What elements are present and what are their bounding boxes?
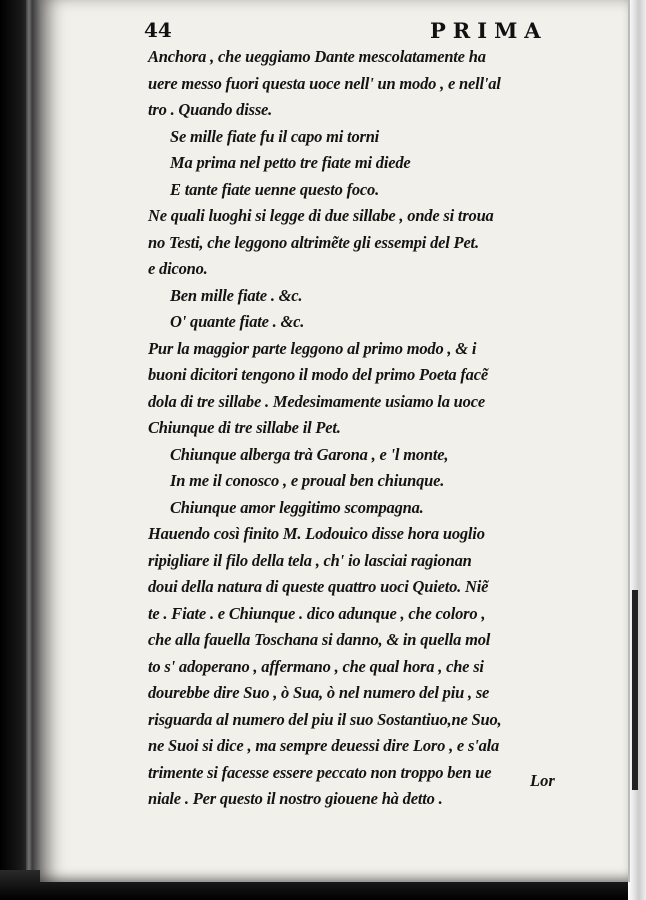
text-line: ripigliare il filo della tela , ch' io lasciai ragionan (148, 550, 472, 570)
text-line: doui della natura di queste quattro uoci Quieto. Niẽ (148, 577, 489, 596)
text-line: Chiunque di tre sillabe il Pet. (148, 418, 341, 437)
text-line: tro . Quando disse. (148, 100, 273, 119)
text-line: dola di tre sillabe . Medesimamente usiamo la uoce (148, 391, 485, 411)
text-line: Ne quali luoghi si legge di due sillabe , onde si troua (148, 206, 494, 225)
text-line: Anchora , che ueggiamo Dante mescolatamente ha (148, 47, 486, 66)
text-line: ne Suoi si dice , ma sempre deuessi dire Loro , e s'ala (148, 736, 500, 755)
book-binding (0, 0, 40, 900)
text-line: buoni dicitori tengono il modo del primo Poeta facẽ (148, 365, 488, 384)
text-line: no Testi, che leggono altrimẽte gli essempi del Pet. (148, 232, 479, 252)
running-head: PRIMA (430, 18, 548, 43)
text-line: to s' adoperano , affermano , che qual hora , che si (148, 656, 484, 676)
page-fore-edge (628, 0, 646, 900)
text-line: Pur la maggior parte leggono al primo modo , & i (148, 338, 477, 358)
fore-edge-strip (632, 590, 638, 790)
page-number: 44 (144, 18, 172, 42)
text-line: te . Fiate . e Chiunque . dico adunque , che coloro , (148, 603, 486, 623)
verse-line: In me il conosco , e proual ben chiunque. (170, 471, 445, 490)
text-line: che alla fauella Toschana si danno, & in quella mol (148, 630, 491, 649)
text-line: trimente si facesse essere peccato non troppo ben ue (148, 762, 492, 782)
verse-line: Chiunque alberga trà Garona , e 'l monte, (170, 444, 449, 464)
verse-line: Se mille fiate fu il capo mi torni (170, 126, 380, 146)
verse-line: Ma prima nel petto tre fiate mi diede (170, 153, 411, 172)
text-line: Hauendo così finito M. Lodouico disse hora uoglio (148, 524, 485, 543)
body-text (148, 44, 568, 813)
verse-line: E tante fiate uenne questo foco. (170, 179, 380, 199)
text-line: e dicono. (148, 259, 208, 278)
spine-edge (26, 0, 32, 900)
page-header (110, 6, 550, 43)
verse-line: Chiunque amor leggitimo scompagna. (170, 497, 424, 517)
verse-line: Ben mille fiate . &c. (170, 285, 303, 305)
text-line: dourebbe dire Suo , ò Sua, ò nel numero del piu , se (148, 683, 490, 702)
text-line: risguarda al numero del piu il suo Sostantiuo,ne Suo, (148, 709, 502, 729)
text-line: niale . Per questo il nostro giouene hà detto . (148, 789, 443, 808)
catchword: Lor (530, 771, 555, 790)
verse-line: O' quante fiate . &c. (170, 312, 305, 331)
text-line: uere messo fuori questa uoce nell' un modo , e nell'al (148, 73, 501, 93)
